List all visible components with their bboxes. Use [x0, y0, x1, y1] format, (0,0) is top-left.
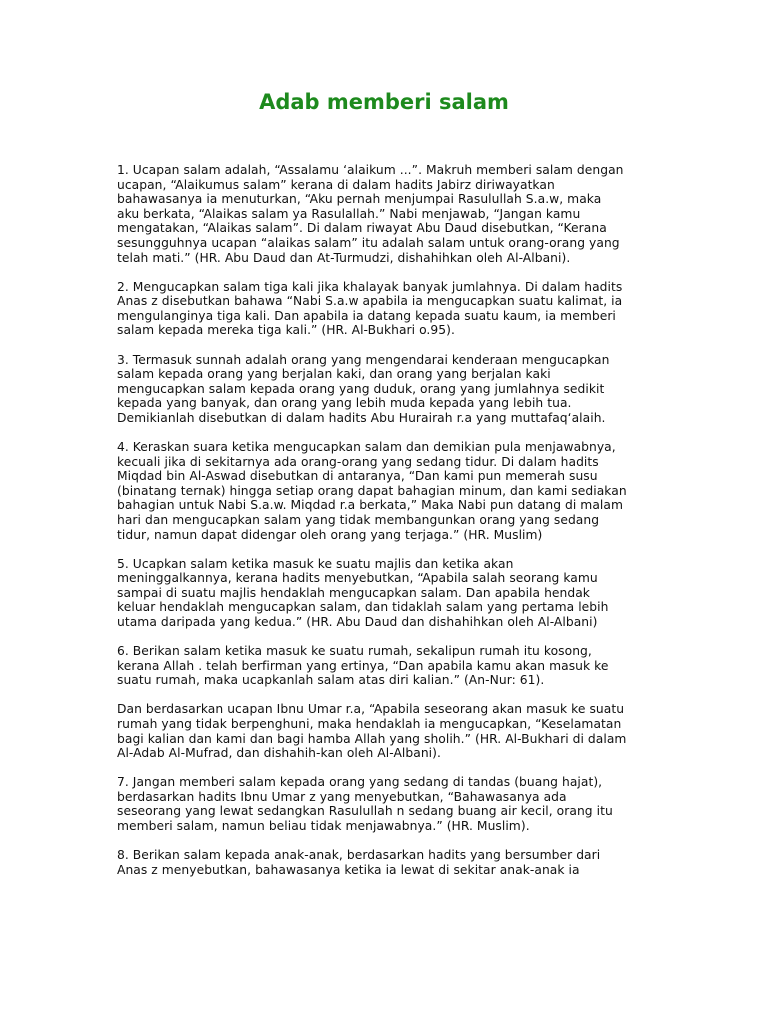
paragraph-2: 2. Mengucapkan salam tiga kali jika khalayak banyak jumlahnya. Di dalam hadits Anas z disebutkan bahawa “Nabi S.a.w apabila ia mengucapkan suatu kalimat, ia mengulanginya tiga kali. Dan apabila ia datang kepada suatu kaum, ia memberi salam kepada mereka tiga kali.” (HR. Al-Bukhari o.95). [117, 279, 623, 338]
paragraph-6: 6. Berikan salam ketika masuk ke suatu rumah, sekalipun rumah itu kosong, kerana Allah . telah berfirman yang ertinya, “Dan apabila kamu akan masuk ke suatu rumah, maka ucapkanlah salam atas diri kalian.” (An-Nur: 61). [117, 644, 609, 688]
paragraph-4: 4. Keraskan suara ketika mengucapkan salam dan demikian pula menjawabnya, kecuali jika di sekitarnya ada orang-orang yang sedang tidur. Di dalam hadits Miqdad bin Al-Aswad disebutkan di antaranya, “Dan kami pun memerah susu (binatang ternak) hingga setiap orang dapat bahagian minum, dan kami sediakan bahagian untuk Nabi S.a.w. Miqdad r.a berkata,” Maka Nabi pun datang di malam hari dan mengucapkan salam yang tidak membangunkan orang yang sedang tidur, namun dapat didengar oleh orang yang terjaga.” (HR. Muslim) [117, 440, 627, 542]
paragraph-7: 7. Jangan memberi salam kepada orang yang sedang di tandas (buang hajat), berdasarkan hadits Ibnu Umar z yang menyebutkan, “Bahawasanya ada seseorang yang lewat sedangkan Rasulullah n sedang buang air kecil, orang itu memberi salam, namun beliau tidak menjawabnya.” (HR. Muslim). [117, 775, 613, 834]
paragraph-8: 8. Berikan salam kepada anak-anak, berdasarkan hadits yang bersumber dari Anas z menyebutkan, bahawasanya ketika ia lewat di sekitar anak-anak ia [117, 848, 601, 877]
paragraph-3: 3. Termasuk sunnah adalah orang yang mengendarai kenderaan mengucapkan salam kepada orang yang berjalan kaki, dan orang yang berjalan kaki mengucapkan salam kepada orang yang duduk, orang yang jumlahnya sedikit kepada yang banyak, dan orang yang lebih muda kepada yang lebih tua. Demikianlah disebutkan di dalam hadits Abu Hurairah r.a yang muttafaq‘alaih. [117, 352, 610, 425]
paragraph-5: 5. Ucapkan salam ketika masuk ke suatu majlis dan ketika akan meninggalkannya, kerana hadits menyebutkan, “Apabila salah seorang kamu sampai di suatu majlis hendaklah mengucapkan salam. Dan apabila hendak keluar hendaklah mengucapkan salam, dan tidaklah salam yang pertama lebih utama daripada yang kedua.” (HR. Abu Daud dan dishahihkan oleh Al-Albani) [117, 556, 609, 630]
document-title: Adab memberi salam [259, 90, 509, 114]
paragraph-ibnu-umar: Dan berdasarkan ucapan Ibnu Umar r.a, “Apabila seseorang akan masuk ke suatu rumah yang tidak berpenghuni, maka hendaklah ia mengucapkan, “Keselamatan bagi kalian dan kami dan bagi hamba Allah yang sholih.” (HR. Al-Bukhari di dalam Al-Adab Al-Mufrad, dan dishahih-kan oleh Al-Albani). [117, 702, 627, 761]
document-body [117, 163, 657, 892]
paragraph-1: 1. Ucapan salam adalah, “Assalamu ‘alaikum ...”. Makruh memberi salam dengan ucapan, “Alaikumus salam” kerana di dalam hadits Jabirz diriwayatkan bahawasanya ia menuturkan, “Aku pernah menjumpai Rasulullah S.a.w, maka aku berkata, “Alaikas salam ya Rasulallah.” Nabi menjawab, “Jangan kamu mengatakan, “Alaikas salam”. Di dalam riwayat Abu Daud disebutkan, “Kerana sesungguhnya ucapan “alaikas salam” itu adalah salam untuk orang-orang yang telah mati.” (HR. Abu Daud dan At-Turmudzi, dishahihkan oleh Al-Albani). [117, 163, 624, 265]
